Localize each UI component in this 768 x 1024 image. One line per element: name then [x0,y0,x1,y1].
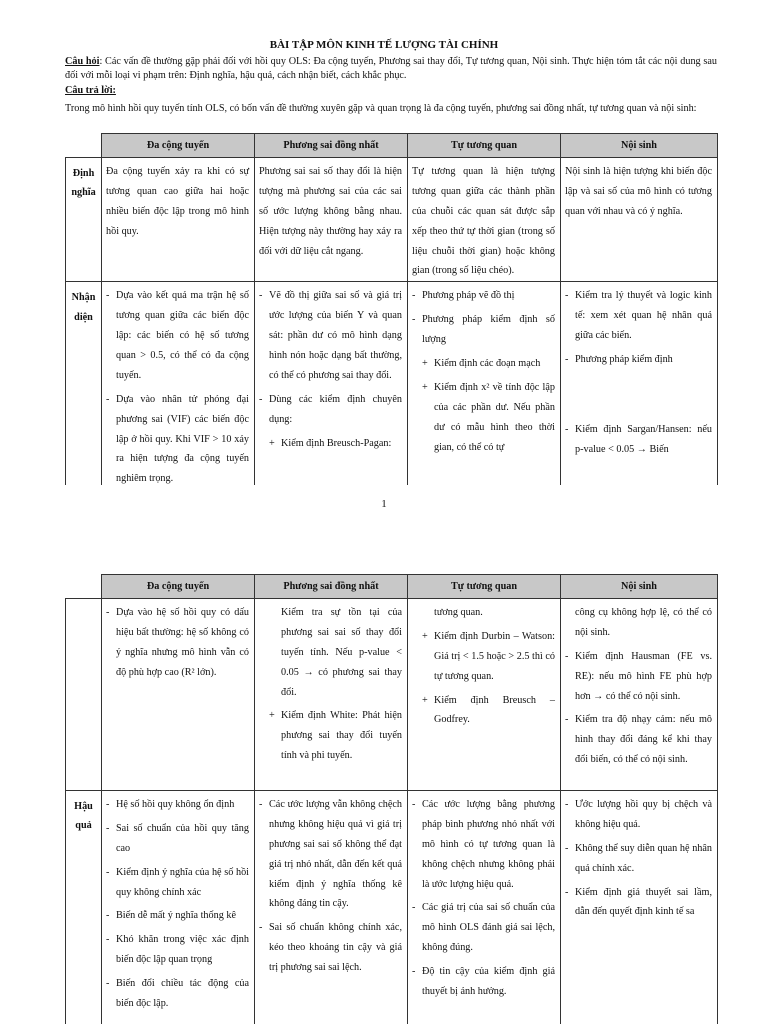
header-endogeneity: Nội sinh [561,134,718,158]
header-multicollinearity: Đa cộng tuyến [102,134,255,158]
list-item: - Hệ số hồi quy không ổn định [106,795,249,815]
header-corner [66,575,102,599]
cell-definition-endogeneity: Nội sinh là hiện tượng khi biến độc lập và sai số của mô hình có tương quan với nhau và có ý nghĩa. [561,158,718,282]
question-text: : Các vấn đề thường gặp phải đối với hồi quy OLS: Đa cộng tuyến, Phương sai thay đổi, Tự tương quan, Nội sinh. Thực hiện tóm tắt các nội dung sau đối với mỗi loại vi phạm trên: Định nghĩa, hậu quả, cách nhận biết, cách khắc phục. [65,56,717,81]
list-item: + Kiểm định White: Phát hiện phương sai thay đổi tuyến tính và phi tuyến. [259,706,402,766]
cell-detect-multicollinearity-cont [102,599,255,791]
rowhead-consequence: Hậu quả [66,791,102,1024]
list-item: - Kiểm định giả thuyết sai lầm, dẫn đến quyết định kinh tế sa [565,883,712,923]
header-endogeneity: Nội sinh [561,575,718,599]
header-autocorrelation: Tự tương quan [408,134,561,158]
cell-consequence-autocorrelation [408,791,561,1024]
cell-detect-multicollinearity [102,282,255,485]
list-item: - Khó khăn trong việc xác định biến độc lập quan trọng [106,930,249,970]
list-item: - Dùng các kiểm định chuyên dụng: [259,390,402,430]
list-item: tương quan. [434,607,483,618]
cell-definition-heteroskedasticity: Phương sai sai số thay đổi là hiện tượng mà phương sai của các sai số ước lượng không bằng nhau. Hiện tượng này thường hay xảy ra đối với dữ liệu cắt ngang. [255,158,408,282]
list-item: - Kiểm định Hausman (FE vs. RE): nếu mô hình FE phù hợp hơn → có thể có nội sinh. [565,647,712,707]
list-item: - Kiểm định Sargan/Hansen: nếu p-value < 0.05 → Biến [565,420,712,460]
rowhead-detect-continued [66,599,102,791]
header-corner [66,134,102,158]
list-item: - Độ tin cậy của kiểm định giả thuyết bị ảnh hưởng. [412,962,555,1002]
list-item: - Biến đổi chiều tác động của biến độc lập. [106,974,249,1014]
list-item: - Kiểm tra độ nhạy cảm: nếu mô hình thay đổi đáng kể khi thay đổi biến, có thể có nội sinh. [565,710,712,770]
list-item: - Các ước lượng bằng phương pháp bình phương nhỏ nhất với mô hình có tự tương quan là không chệch nhưng không phải là ước lượng hiệu quả. [412,795,555,894]
cell-consequence-multicollinearity [102,791,255,1024]
row-detect-continued [66,599,718,791]
header-heteroskedasticity: Phương sai đồng nhất [255,134,408,158]
page-break [0,530,768,531]
list-item: công cụ không hợp lệ, có thể có nội sinh. [575,607,712,638]
table-page1-clip [60,133,725,485]
cell-detect-endogeneity-cont [561,599,718,791]
intro-paragraph: Trong mô hình hồi quy tuyến tính OLS, có bốn vấn đề thường xuyên gặp và quan trọng là đa cộng tuyến, phương sai đồng nhất, tự tương quan và nội sinh: [65,103,697,114]
comparison-table-page2 [65,574,718,1024]
list-item: Kiểm tra sự tồn tại của phương sai sai số thay đổi tuyến tính. Nếu p-value < 0.05 → có phương sai thay đổi. [281,607,402,698]
list-item: + Kiểm định Breusch – Godfrey. [412,691,555,731]
list-item: - Sai số chuẩn không chính xác, kéo theo khoảng tin cậy và giá trị phương sai sai lệch. [259,918,402,978]
list-item: - Dựa vào kết quả ma trận hệ số tương quan giữa các biến độc lập: các biến có hệ số tương quan > 0.5, có thể có đa cộng tuyến. [106,286,249,385]
row-detect [66,282,718,485]
row-consequence [66,791,718,1024]
list-item: + Kiểm định Durbin – Watson: Giá trị < 1.5 hoặc > 2.5 thì có tự tương quan. [412,627,555,687]
list-item: - Ước lượng hồi quy bị chệch và không hiệu quả. [565,795,712,835]
list-item: + Kiểm định x² về tính độc lập của các phần dư. Nếu phần dư có mẫu hình theo thời gian, có thể có tự [412,378,555,458]
table-page2-clip [60,574,725,1024]
cell-detect-autocorrelation-cont [408,599,561,791]
question-label: Câu hỏi [65,56,100,67]
rowhead-detect: Nhận diện [66,282,102,485]
header-heteroskedasticity: Phương sai đồng nhất [255,575,408,599]
page-number: 1 [381,498,387,510]
cell-detect-heteroskedasticity-cont [255,599,408,791]
answer-label: Câu trả lời: [65,85,116,96]
cell-consequence-heteroskedasticity [255,791,408,1024]
list-item: - Phương pháp vẽ đồ thị [412,286,555,306]
document-title: BÀI TẬP MÔN KINH TẾ LƯỢNG TÀI CHÍNH [269,39,499,51]
header-autocorrelation: Tự tương quan [408,575,561,599]
list-item: - Kiểm tra lý thuyết và logic kinh tế: xem xét quan hệ nhân quả giữa các biến. [565,286,712,346]
list-item: - Sai số chuẩn của hồi quy tăng cao [106,819,249,859]
list-item: - Dựa vào nhân tử phóng đại phương sai (VIF) các biến độc lập ở hồi quy. Khi VIF > 10 xảy ra hiện tượng đa cộng tuyến nghiêm trọng. [106,390,249,485]
list-item: - Kiểm định ý nghĩa của hệ số hồi quy không chính xác [106,863,249,903]
cell-detect-endogeneity [561,282,718,485]
list-item: - Các giá trị của sai số chuẩn của mô hình OLS đánh giá sai lệch, không đúng. [412,898,555,958]
comparison-table-page1 [65,133,718,485]
table-header-row [66,134,718,158]
list-item: + Kiểm định các đoạn mạch [412,354,555,374]
list-item: - Phương pháp kiểm định số lượng [412,310,555,350]
rowhead-definition: Định nghĩa [66,158,102,282]
cell-detect-heteroskedasticity [255,282,408,485]
list-item: - Các ước lượng vẫn không chệch nhưng không hiệu quả vì giá trị phương sai sai số không thể đạt giá trị nhỏ nhất, dẫn đến kết quả kiểm định ý nghĩa thống kê không đáng tin cậy. [259,795,402,914]
question-paragraph [65,55,717,83]
list-item: - Không thể suy diễn quan hệ nhân quả chính xác. [565,839,712,879]
list-item: - Dựa vào hệ số hồi quy có dấu hiệu bất thường: hệ số không có ý nghĩa nhưng mô hình vẫn có độ phù hợp cao (R² lớn). [106,603,249,683]
header-multicollinearity: Đa cộng tuyến [102,575,255,599]
cell-definition-multicollinearity: Đa cộng tuyến xảy ra khi có sự tương quan cao giữa hai hoặc nhiều biến độc lập trong mô hình hồi quy. [102,158,255,282]
cell-detect-autocorrelation [408,282,561,485]
cell-definition-autocorrelation: Tự tương quan là hiện tượng tương quan giữa các thành phần của chuỗi các quan sát được sắp xếp theo thứ tự thời gian (trong số liệu chuỗi thời gian) hoặc không gian (trong số liệu chéo). [408,158,561,282]
row-definition [66,158,718,282]
table-header-row [66,575,718,599]
list-item: + Kiểm định Breusch-Pagan: [259,434,402,454]
list-item: - Biến dễ mất ý nghĩa thống kê [106,906,249,926]
list-item: - Phương pháp kiểm định [565,350,712,370]
cell-consequence-endogeneity [561,791,718,1024]
list-item: - Vẽ đồ thị giữa sai số và giá trị ước lượng của biến Y và quan sát: phần dư có mô hình dạng hình nón hoặc dạng bất thường, có thể có phương sai thay đổi. [259,286,402,385]
